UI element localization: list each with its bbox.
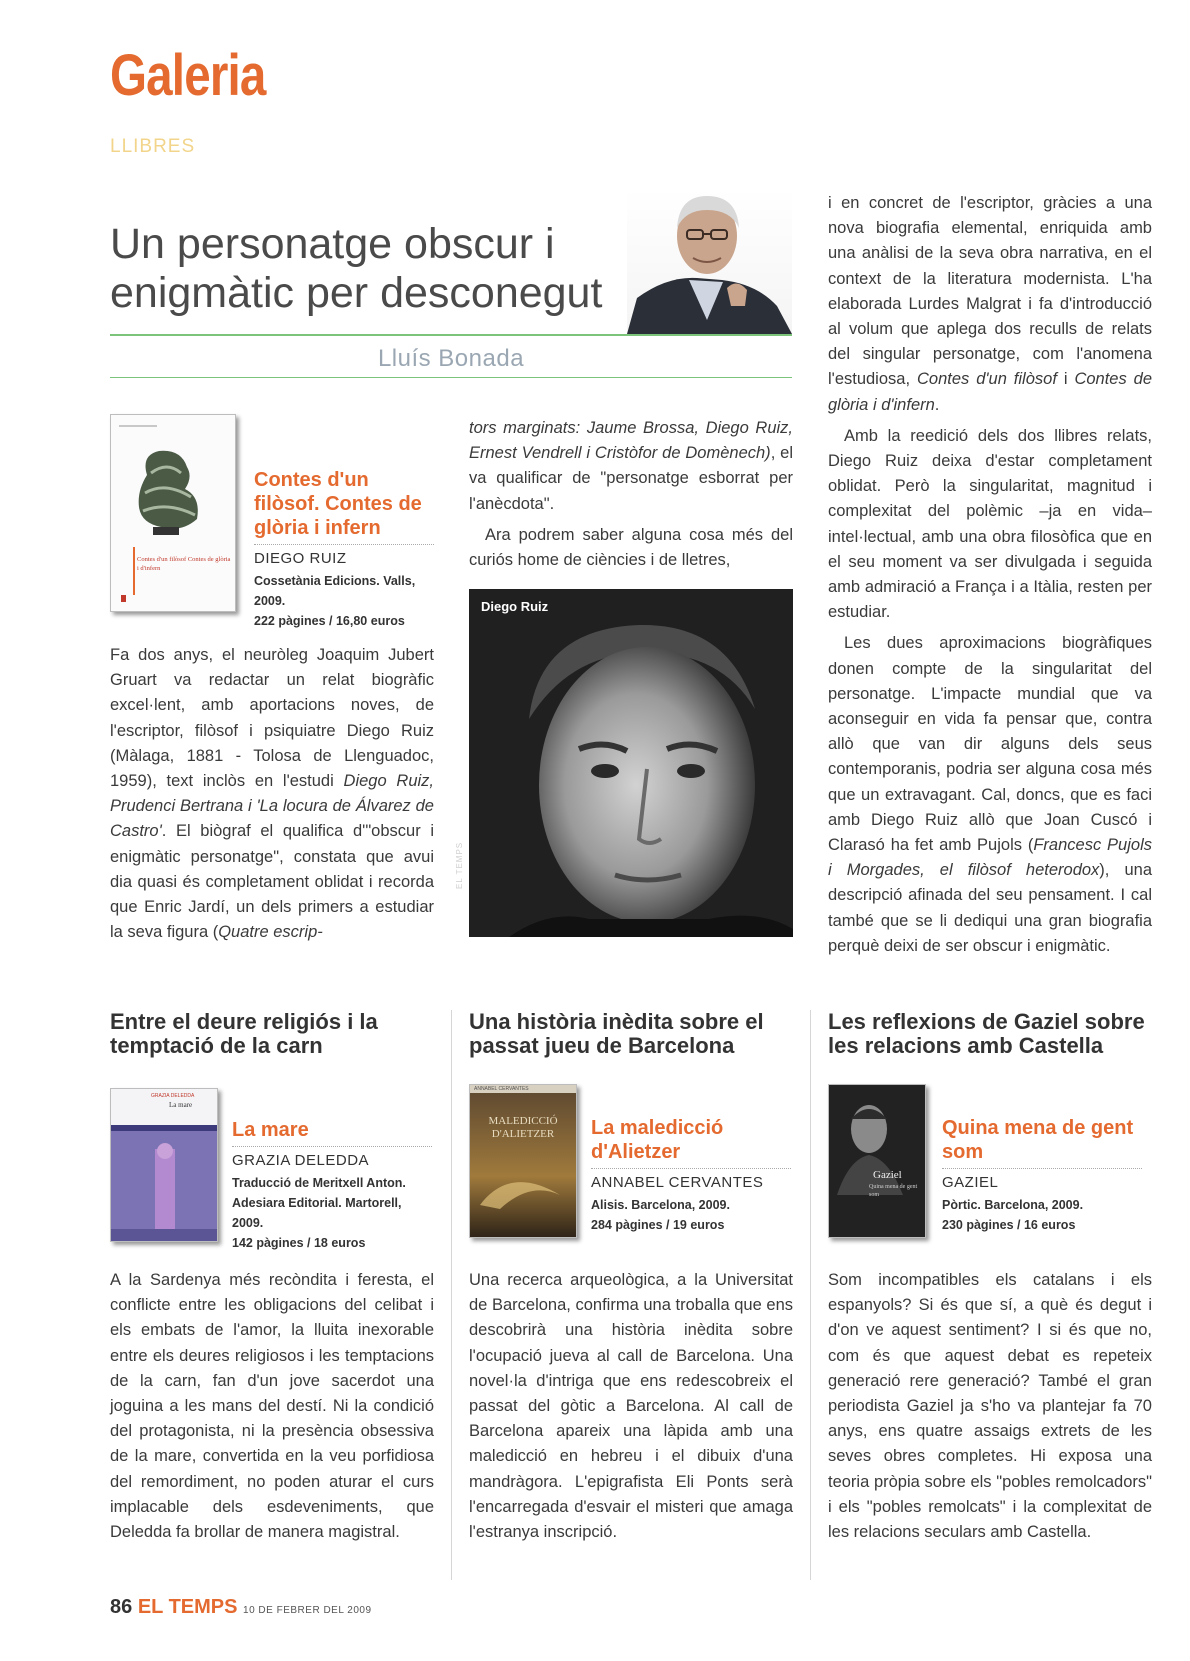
paragraph: Som incompatibles els catalans i els espanyols? Si és que sí, a què és degut i d'on ve aquest sentiment? I si és que no, com és que aquest debat es repeteix generació rere generació? També el gran periodista Gaziel ja s'ho va plantejar fa 70 anys, ens quatre assaigs extrets de les seves obres completes. Hi exposa una teoria pròpia sobre els "pobles remolcadors" i els "pobles remolcats" i la complexitat de les relacions seculars amb Castella. — [828, 1271, 1152, 1542]
italic-title: Quatre escrip- — [218, 923, 323, 942]
paragraph: Amb la reedició dels dos llibres relats, Diego Ruiz deixa d'estar completament oblidat. Però la singularitat, magnitud i complexitat del polèmic –ja en vida– intel·lectual, amb una obra filosòfica que en el seu moment va ser divulgada i seguida amb admiració a França i a Itàlia, resten per estudiar. — [828, 426, 1152, 622]
paragraph: A la Sardenya més recòndita i feresta, el conflicte entre les obligacions del celibat i els embats de l'amor, la lluita inexorable entre els deures religiosos i les temptacions de la carn, fan d'un jove sacerdot una joguina a les mans del destí. Ni la condició del protagonista, ni la presència obsessiva de la mare, convertida en la veu porfidiosa del remordiment, no poden aturar el curs implacable dels esdeveniments, que Deledda fa brollar de manera magistral. — [110, 1271, 434, 1542]
book-author: DIEGO RUIZ — [254, 544, 434, 567]
review-headline-2: Una història inèdita sobre el passat jueu de Barcelona — [469, 1009, 764, 1058]
review-body-2 — [469, 1268, 793, 1551]
book-cover-main — [110, 414, 236, 612]
book-cover-maledixio — [469, 1084, 577, 1238]
cover-author: GRAZIA DELEDDA — [151, 1093, 195, 1099]
column-rule-2 — [810, 1010, 811, 1580]
review-headline-3: Les reflexions de Gaziel sobre les relacions amb Castella — [828, 1009, 1145, 1058]
cover-art — [111, 1089, 217, 1241]
book-author: GAZIEL — [942, 1168, 1142, 1191]
book-publisher: Cossetània Edicions. Valls, 2009. — [254, 574, 416, 608]
article-headline: Un personatge obscur i enigmàtic per desconegut — [110, 220, 603, 317]
book-title: La mare — [232, 1119, 309, 1141]
author-portrait — [627, 188, 792, 334]
book-info-3 — [942, 1116, 1142, 1235]
cover-title-text: Contes d'un filòsof Contes de glòria i d'infern — [137, 556, 231, 572]
book-details: 230 pàgines / 16 euros — [942, 1218, 1076, 1232]
book-publisher: Traducció de Meritxell Anton. Adesiara Editorial. Martorell, 2009. — [232, 1176, 406, 1230]
book-details: 222 pàgines / 16,80 euros — [254, 614, 405, 628]
text-run: , el va qualificar de "personatge esborrat per l'anècdota". — [469, 444, 793, 513]
main-column-3 — [828, 191, 1152, 965]
cover-art — [829, 1085, 925, 1237]
article-author: Lluís Bonada — [377, 345, 525, 372]
italic-title: tors marginats: Jaume Brossa, Diego Ruiz, Ernest Vendrell i Cristòfor de Domènech) — [469, 419, 793, 463]
paragraph — [828, 191, 1152, 418]
magazine-brand: EL TEMPS — [137, 1596, 238, 1618]
section-title: Galeria — [110, 43, 266, 108]
text-run: . El biògraf el qualifica d'"obscur i enigmàtic personatge", constata que avui dia quasi és completament oblidat i recorda que Enric Jardí, un dels primers a estudiar la seva figura ( — [110, 822, 434, 942]
cover-title: MALEDICCIÓ D'ALIETZER — [488, 1115, 558, 1140]
main-column-2 — [469, 416, 793, 579]
issue-date: 10 DE FEBRER DEL 2009 — [243, 1605, 372, 1616]
book-info-1 — [232, 1118, 432, 1253]
paragraph — [828, 631, 1152, 959]
book-title: La maledicció d'Alietzer — [591, 1117, 724, 1163]
paragraph: Una recerca arqueològica, a la Universitat de Barcelona, confirma una troballa que ens descobrirà una història inèdita sobre l'ocupació jueva al call de Barcelona. Una novel·la d'intriga que ens redescobreix el passat del gòtic a Barcelona. Al call de Barcelona apareix una làpida amb una maledicció en hebreu i el dibuix d'una mandràgora. L'epigrafista Eli Ponts serà l'encarregada d'esvair el misteri que amaga l'estranya inscripció. — [469, 1271, 793, 1542]
book-cover-gaziel — [828, 1084, 926, 1238]
text-run: ), una descripció afinada del seu pensament. I cal també que se li dediqui una gran biografia perquè deixi de ser obscur i enigmàtic. — [828, 861, 1152, 955]
italic-title: Francesc Pujols i Morgades, el filòsof heterodox — [828, 836, 1152, 880]
cover-author: ANNABEL CERVANTES — [474, 1086, 529, 1092]
subsection-label: LLIBRES — [110, 136, 196, 157]
cover-title: Quina mena de gent som — [869, 1184, 918, 1198]
main-column-1 — [110, 643, 434, 951]
column-rule-1 — [451, 1010, 452, 1580]
diego-ruiz-photo — [455, 589, 793, 937]
sculpture-illustration — [111, 415, 235, 611]
italic-title: Contes d'un filòsof — [916, 370, 1057, 389]
paragraph — [469, 416, 793, 517]
photo-credit: EL TEMPS — [455, 841, 464, 889]
italic-title: Contes de glòria i d'infern — [828, 370, 1153, 414]
paragraph — [110, 643, 434, 945]
cover-art — [470, 1085, 576, 1237]
book-info-main — [254, 468, 434, 631]
book-title: Quina mena de gent som — [942, 1117, 1134, 1163]
book-publisher: Pòrtic. Barcelona, 2009. — [942, 1198, 1084, 1212]
book-publisher: Alisis. Barcelona, 2009. — [591, 1198, 730, 1212]
text-run: Les dues aproximacions biogràfiques donen compte de la singularitat del personatge. L'impacte mundial que va aconseguir en vida fa pensar que, contra allò que van dir alguns dels seus contemporanis, podria ser alguna cosa més que un extravagant. Cal, doncs, que es faci amb Diego Ruiz allò que Joan Cuscó i Clarasó ha fet amb Pujols ( — [828, 634, 1152, 855]
rule-top — [110, 334, 792, 336]
rule-bottom — [110, 377, 792, 378]
text-run: Fa dos anys, el neuròleg Joaquim Jubert Gruart va redactar un relat biogràfic excel·lent, amb aportacions noves, de l'escriptor, filòsof i psiquiatre Diego Ruiz (Màlaga, 1881 - Tolosa de Llenguadoc, 1959), text inclòs en l'estudi — [110, 646, 434, 791]
book-details: 142 pàgines / 18 euros — [232, 1236, 366, 1250]
text-run: i — [1063, 370, 1068, 389]
cover-title: La mare — [169, 1101, 193, 1109]
paragraph: Ara podrem saber alguna cosa més del curiós home de ciències i de lletres, — [469, 525, 793, 570]
text-run: . — [934, 395, 940, 414]
portrait-illustration — [469, 589, 793, 937]
cover-author: Gaziel — [873, 1169, 902, 1181]
book-info-2 — [591, 1116, 791, 1235]
review-body-1 — [110, 1268, 434, 1551]
page-footer — [110, 1596, 372, 1619]
book-title: Contes d'un filòsof. Contes de glòria i infern — [254, 469, 422, 539]
book-details: 284 pàgines / 19 euros — [591, 1218, 725, 1232]
photo-caption: Diego Ruiz — [481, 599, 549, 614]
book-cover-la-mare — [110, 1088, 218, 1242]
italic-title: Diego Ruiz, Prudenci Bertrana i 'La locura de Álvarez de Castro' — [110, 772, 435, 841]
review-body-3 — [828, 1268, 1152, 1551]
review-headline-1: Entre el deure religiós i la temptació de la carn — [110, 1009, 378, 1058]
book-author: ANNABEL CERVANTES — [591, 1168, 791, 1191]
book-author: GRAZIA DELEDDA — [232, 1146, 432, 1169]
text-run: i en concret de l'escriptor, gràcies a una nova biografia elemental, enriquida amb una anàlisi de la seva obra narrativa, en el context de la literatura modernista. L'ha elaborada Lurdes Malgrat i fa d'introducció al volum que aplega dos reculls de relats del singular personatge, com l'anomena l'estudiosa, — [828, 194, 1152, 389]
page-number: 86 — [110, 1596, 133, 1618]
